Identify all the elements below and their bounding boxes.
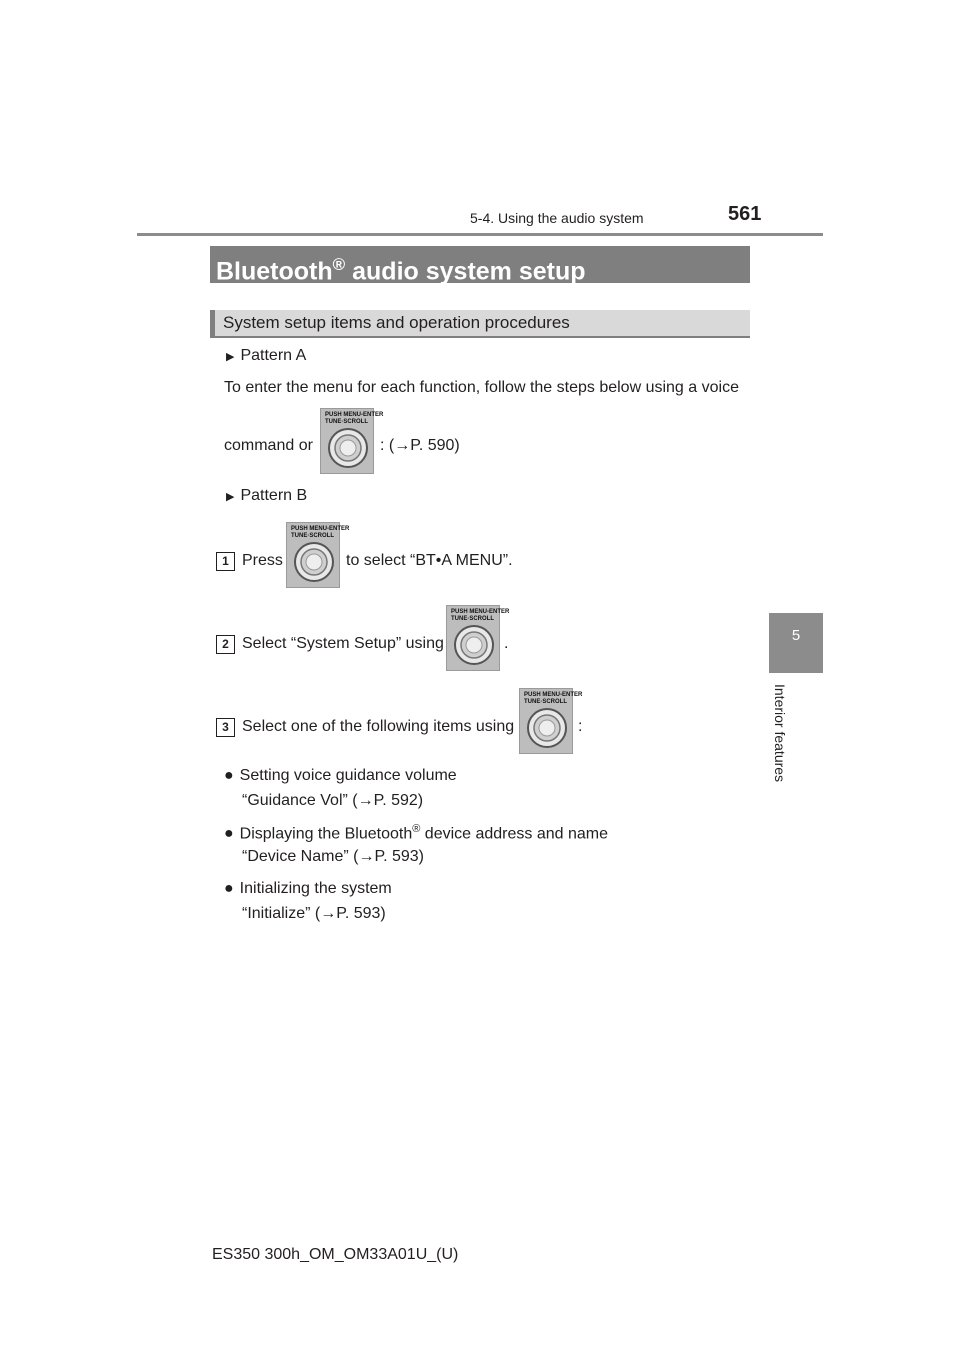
page-number: 561 — [728, 203, 762, 225]
section-header: 5-4. Using the audio system — [470, 210, 644, 226]
step-3-after: : — [578, 718, 583, 735]
chapter-number: 5 — [791, 627, 801, 644]
bullet-icon: ● — [224, 767, 234, 784]
chapter-label: Interior features — [772, 684, 788, 783]
step-2-after: . — [504, 635, 509, 652]
bullet-ref: “Initialize” (→P. 593) — [242, 905, 386, 922]
tune-scroll-knob-icon: PUSH MENU-ENTER TUNE·SCROLL — [446, 605, 500, 671]
triangle-right-icon: ▶ — [226, 351, 235, 363]
pattern-a-heading — [226, 347, 306, 365]
registered-mark: ® — [412, 823, 421, 835]
tune-scroll-knob-icon: PUSH MENU-ENTER TUNE·SCROLL — [519, 688, 573, 754]
bullet-title: Setting voice guidance volume — [239, 767, 457, 784]
header-divider — [137, 233, 823, 236]
pattern-a-label: Pattern A — [240, 347, 307, 364]
step-1-after: to select “BT•A MENU”. — [346, 552, 513, 569]
step-2-before: Select “System Setup” using — [242, 635, 444, 652]
pattern-b-heading — [226, 487, 307, 505]
list-item — [224, 823, 608, 843]
step-1-before: Press — [242, 552, 283, 569]
title-text: Bluetooth — [216, 257, 333, 286]
tune-scroll-knob-icon: PUSH MENU-ENTER TUNE·SCROLL — [286, 522, 340, 588]
document-footer: ES350 300h_OM_OM33A01U_(U) — [212, 1246, 459, 1263]
step-number-3: 3 — [216, 718, 235, 737]
pattern-a-line1: To enter the menu for each function, follow the steps below using a voice — [224, 379, 739, 396]
triangle-right-icon: ▶ — [226, 491, 235, 503]
bullet-ref: “Guidance Vol” (→P. 592) — [242, 792, 424, 809]
step-number-2: 2 — [216, 635, 235, 654]
step-3-before: Select one of the following items using — [242, 718, 515, 735]
tune-scroll-knob-icon: PUSH MENU-ENTER TUNE·SCROLL — [320, 408, 374, 474]
title-rest: audio system setup — [345, 257, 586, 286]
bullet-icon: ● — [224, 825, 234, 843]
pattern-a-line2-after: : (→P. 590) — [380, 437, 460, 454]
bullet-title: Initializing the system — [239, 880, 392, 897]
step-number-1: 1 — [216, 552, 235, 571]
section-subtitle: System setup items and operation procedures — [210, 310, 750, 338]
list-item — [224, 880, 392, 898]
bullet-icon: ● — [224, 880, 234, 897]
page-title — [210, 246, 750, 286]
registered-mark: ® — [332, 255, 346, 274]
bullet-title: Displaying the Bluetooth — [239, 825, 413, 843]
list-item — [224, 767, 457, 785]
pattern-a-line2-before: command or — [224, 437, 313, 454]
bullet-title-rest: device address and name — [420, 825, 609, 843]
pattern-b-label: Pattern B — [240, 487, 308, 504]
bullet-ref: “Device Name” (→P. 593) — [242, 848, 424, 865]
